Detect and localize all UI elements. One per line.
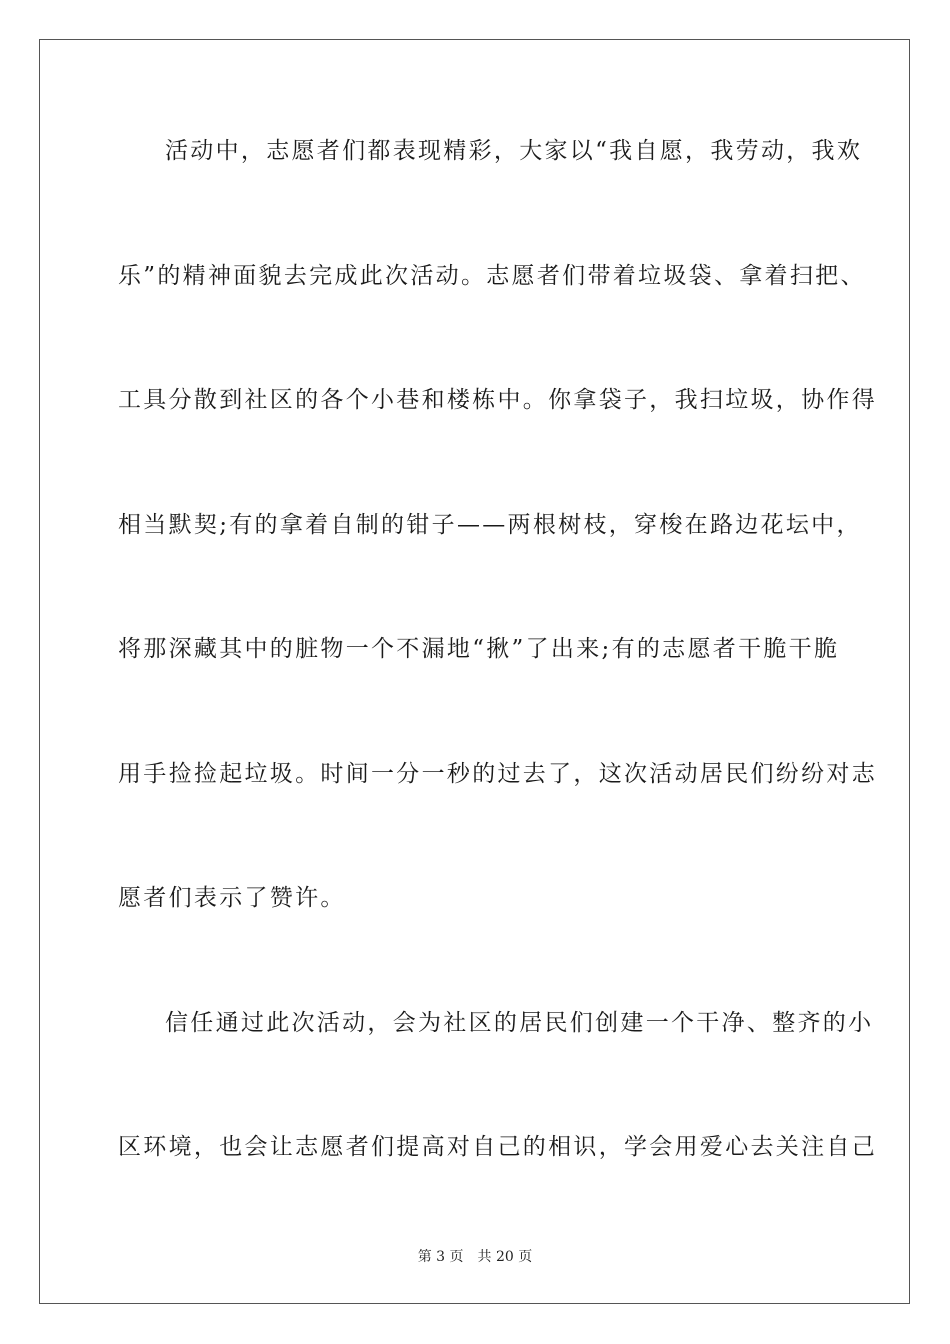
- page-footer: [0, 1248, 950, 1266]
- paragraph-1-line-4: 相当默契;有的拿着自制的钳子——两根树枝，穿梭在路边花坛中，: [118, 512, 862, 538]
- page-total: 共 20 页: [477, 1249, 533, 1265]
- paragraph-1-line-2: 乐”的精神面貌去完成此次活动。志愿者们带着垃圾袋、拿着扫把、: [118, 263, 866, 289]
- page-frame: [39, 39, 910, 1304]
- paragraph-2-line-1: 信任通过此次活动，会为社区的居民们创建一个干净、整齐的小: [165, 1010, 874, 1036]
- paragraph-1-line-5: 将那深藏其中的脏物一个不漏地“揪”了出来;有的志愿者干脆干脆: [118, 636, 840, 662]
- paragraph-2-line-2: 区环境，也会让志愿者们提高对自己的相识，学会用爱心去关注自己: [118, 1134, 877, 1160]
- paragraph-1-line-7: 愿者们表示了赞许。: [118, 885, 346, 911]
- page-number: 第 3 页: [417, 1249, 464, 1265]
- paragraph-1-line-3: 工具分散到社区的各个小巷和楼栋中。你拿袋子，我扫垃圾，协作得: [118, 387, 877, 413]
- paragraph-1-line-6: 用手捡捡起垃圾。时间一分一秒的过去了，这次活动居民们纷纷对志: [118, 761, 877, 787]
- paragraph-1-line-1: 活动中，志愿者们都表现精彩，大家以“我自愿，我劳动，我欢: [165, 138, 863, 164]
